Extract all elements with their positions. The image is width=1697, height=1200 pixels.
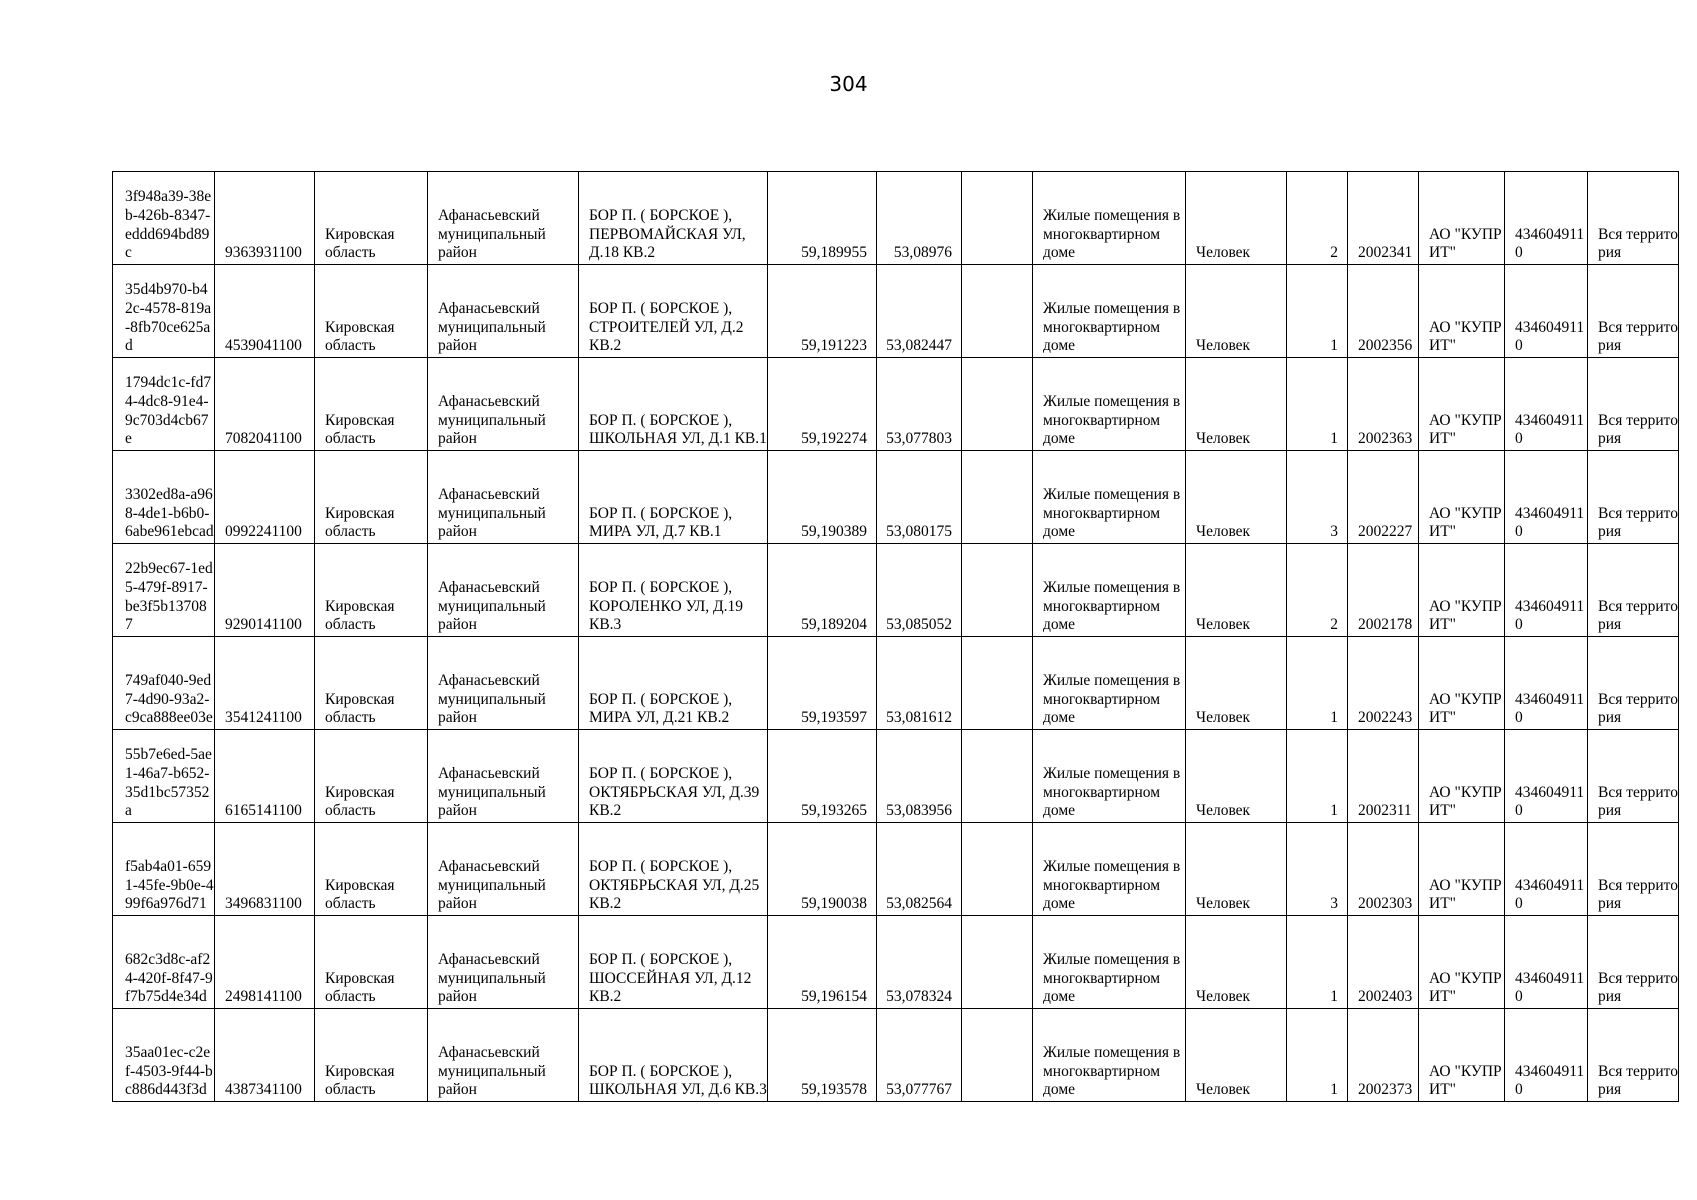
number-cell: 2002227 bbox=[1348, 451, 1419, 544]
count-cell: 2 bbox=[1287, 544, 1348, 637]
record-id-cell: 749af040-9ed7-4d90-93a2-c9ca888ee03e bbox=[113, 637, 215, 730]
record-id-cell: 55b7e6ed-5ae1-46a7-b652-35d1bc57352a bbox=[113, 730, 215, 823]
organization-cell: АО "КУПРИТ" bbox=[1419, 358, 1505, 451]
premises-type-cell: Жилые помещения в многоквартирном доме bbox=[1033, 544, 1186, 637]
territory-cell: Вся территория bbox=[1588, 1009, 1679, 1102]
table-row bbox=[113, 823, 1679, 916]
empty-cell bbox=[962, 637, 1033, 730]
longitude-cell: 53,080175 bbox=[877, 451, 962, 544]
premises-type-cell: Жилые помещения в многоквартирном доме bbox=[1033, 358, 1186, 451]
organization-cell: АО "КУПРИТ" bbox=[1419, 916, 1505, 1009]
longitude-cell: 53,082447 bbox=[877, 265, 962, 358]
inn-cell: 4346049110 bbox=[1505, 265, 1588, 358]
number-cell: 2002341 bbox=[1348, 172, 1419, 265]
code-cell: 3541241100 bbox=[215, 637, 315, 730]
code-cell: 9290141100 bbox=[215, 544, 315, 637]
number-cell: 2002311 bbox=[1348, 730, 1419, 823]
address-cell: БОР П. ( БОРСКОЕ ), ПЕРВОМАЙСКАЯ УЛ, Д.18 КВ.2 bbox=[579, 172, 768, 265]
number-cell: 2002303 bbox=[1348, 823, 1419, 916]
address-cell: БОР П. ( БОРСКОЕ ), ШКОЛЬНАЯ УЛ, Д.1 КВ.1 bbox=[579, 358, 768, 451]
latitude-cell: 59,189204 bbox=[768, 544, 877, 637]
district-cell: Афанасьевский муниципальный район bbox=[428, 265, 579, 358]
address-cell: БОР П. ( БОРСКОЕ ), ОКТЯБРЬСКАЯ УЛ, Д.39 КВ.2 bbox=[579, 730, 768, 823]
empty-cell bbox=[962, 544, 1033, 637]
table-row bbox=[113, 916, 1679, 1009]
count-cell: 1 bbox=[1287, 1009, 1348, 1102]
premises-type-cell: Жилые помещения в многоквартирном доме bbox=[1033, 637, 1186, 730]
record-id-cell: f5ab4a01-6591-45fe-9b0e-499f6a976d71 bbox=[113, 823, 215, 916]
unit-cell: Человек bbox=[1186, 451, 1287, 544]
record-id-cell: 22b9ec67-1ed5-479f-8917-be3f5b137087 bbox=[113, 544, 215, 637]
premises-type-cell: Жилые помещения в многоквартирном доме bbox=[1033, 730, 1186, 823]
latitude-cell: 59,196154 bbox=[768, 916, 877, 1009]
code-cell: 7082041100 bbox=[215, 358, 315, 451]
organization-cell: АО "КУПРИТ" bbox=[1419, 1009, 1505, 1102]
territory-cell: Вся территория bbox=[1588, 451, 1679, 544]
territory-cell: Вся территория bbox=[1588, 265, 1679, 358]
table-row bbox=[113, 358, 1679, 451]
territory-cell: Вся территория bbox=[1588, 637, 1679, 730]
latitude-cell: 59,190038 bbox=[768, 823, 877, 916]
district-cell: Афанасьевский муниципальный район bbox=[428, 544, 579, 637]
empty-cell bbox=[962, 451, 1033, 544]
count-cell: 2 bbox=[1287, 172, 1348, 265]
longitude-cell: 53,083956 bbox=[877, 730, 962, 823]
record-id-cell: 682c3d8c-af24-420f-8f47-9f7b75d4e34d bbox=[113, 916, 215, 1009]
region-cell: Кировская область bbox=[315, 358, 428, 451]
region-cell: Кировская область bbox=[315, 730, 428, 823]
premises-type-cell: Жилые помещения в многоквартирном доме bbox=[1033, 916, 1186, 1009]
longitude-cell: 53,077767 bbox=[877, 1009, 962, 1102]
inn-cell: 4346049110 bbox=[1505, 916, 1588, 1009]
region-cell: Кировская область bbox=[315, 172, 428, 265]
organization-cell: АО "КУПРИТ" bbox=[1419, 172, 1505, 265]
code-cell: 4387341100 bbox=[215, 1009, 315, 1102]
address-cell: БОР П. ( БОРСКОЕ ), СТРОИТЕЛЕЙ УЛ, Д.2 КВ.2 bbox=[579, 265, 768, 358]
code-cell: 6165141100 bbox=[215, 730, 315, 823]
count-cell: 1 bbox=[1287, 358, 1348, 451]
count-cell: 1 bbox=[1287, 637, 1348, 730]
code-cell: 0992241100 bbox=[215, 451, 315, 544]
longitude-cell: 53,085052 bbox=[877, 544, 962, 637]
longitude-cell: 53,081612 bbox=[877, 637, 962, 730]
premises-type-cell: Жилые помещения в многоквартирном доме bbox=[1033, 172, 1186, 265]
address-cell: БОР П. ( БОРСКОЕ ), ШОССЕЙНАЯ УЛ, Д.12 КВ.2 bbox=[579, 916, 768, 1009]
unit-cell: Человек bbox=[1186, 637, 1287, 730]
organization-cell: АО "КУПРИТ" bbox=[1419, 451, 1505, 544]
region-cell: Кировская область bbox=[315, 637, 428, 730]
code-cell: 9363931100 bbox=[215, 172, 315, 265]
empty-cell bbox=[962, 823, 1033, 916]
organization-cell: АО "КУПРИТ" bbox=[1419, 265, 1505, 358]
record-id-cell: 35d4b970-b42c-4578-819a-8fb70ce625ad bbox=[113, 265, 215, 358]
territory-cell: Вся территория bbox=[1588, 730, 1679, 823]
table-row bbox=[113, 451, 1679, 544]
latitude-cell: 59,189955 bbox=[768, 172, 877, 265]
count-cell: 3 bbox=[1287, 451, 1348, 544]
number-cell: 2002178 bbox=[1348, 544, 1419, 637]
premises-type-cell: Жилые помещения в многоквартирном доме bbox=[1033, 1009, 1186, 1102]
registry-table bbox=[112, 171, 1679, 1102]
code-cell: 2498141100 bbox=[215, 916, 315, 1009]
code-cell: 4539041100 bbox=[215, 265, 315, 358]
latitude-cell: 59,193265 bbox=[768, 730, 877, 823]
unit-cell: Человек bbox=[1186, 172, 1287, 265]
organization-cell: АО "КУПРИТ" bbox=[1419, 544, 1505, 637]
unit-cell: Человек bbox=[1186, 265, 1287, 358]
inn-cell: 4346049110 bbox=[1505, 637, 1588, 730]
territory-cell: Вся территория bbox=[1588, 172, 1679, 265]
region-cell: Кировская область bbox=[315, 1009, 428, 1102]
longitude-cell: 53,077803 bbox=[877, 358, 962, 451]
count-cell: 1 bbox=[1287, 730, 1348, 823]
record-id-cell: 3302ed8a-a968-4de1-b6b0-6abe961ebcad bbox=[113, 451, 215, 544]
table-row bbox=[113, 265, 1679, 358]
address-cell: БОР П. ( БОРСКОЕ ), МИРА УЛ, Д.21 КВ.2 bbox=[579, 637, 768, 730]
address-cell: БОР П. ( БОРСКОЕ ), ОКТЯБРЬСКАЯ УЛ, Д.25 КВ.2 bbox=[579, 823, 768, 916]
number-cell: 2002243 bbox=[1348, 637, 1419, 730]
territory-cell: Вся территория bbox=[1588, 544, 1679, 637]
district-cell: Афанасьевский муниципальный район bbox=[428, 730, 579, 823]
count-cell: 1 bbox=[1287, 916, 1348, 1009]
record-id-cell: 3f948a39-38eb-426b-8347-eddd694bd89c bbox=[113, 172, 215, 265]
record-id-cell: 1794dc1c-fd74-4dc8-91e4-9c703d4cb67e bbox=[113, 358, 215, 451]
district-cell: Афанасьевский муниципальный район bbox=[428, 358, 579, 451]
count-cell: 1 bbox=[1287, 265, 1348, 358]
address-cell: БОР П. ( БОРСКОЕ ), КОРОЛЕНКО УЛ, Д.19 КВ.3 bbox=[579, 544, 768, 637]
organization-cell: АО "КУПРИТ" bbox=[1419, 637, 1505, 730]
table-row bbox=[113, 544, 1679, 637]
unit-cell: Человек bbox=[1186, 916, 1287, 1009]
latitude-cell: 59,193597 bbox=[768, 637, 877, 730]
page-number: 304 bbox=[829, 72, 868, 96]
premises-type-cell: Жилые помещения в многоквартирном доме bbox=[1033, 451, 1186, 544]
table-row bbox=[113, 1009, 1679, 1102]
district-cell: Афанасьевский муниципальный район bbox=[428, 823, 579, 916]
unit-cell: Человек bbox=[1186, 1009, 1287, 1102]
longitude-cell: 53,082564 bbox=[877, 823, 962, 916]
inn-cell: 4346049110 bbox=[1505, 451, 1588, 544]
latitude-cell: 59,192274 bbox=[768, 358, 877, 451]
district-cell: Афанасьевский муниципальный район bbox=[428, 1009, 579, 1102]
latitude-cell: 59,190389 bbox=[768, 451, 877, 544]
district-cell: Афанасьевский муниципальный район bbox=[428, 451, 579, 544]
registry-body bbox=[113, 172, 1679, 1102]
number-cell: 2002356 bbox=[1348, 265, 1419, 358]
premises-type-cell: Жилые помещения в многоквартирном доме bbox=[1033, 265, 1186, 358]
territory-cell: Вся территория bbox=[1588, 358, 1679, 451]
address-cell: БОР П. ( БОРСКОЕ ), МИРА УЛ, Д.7 КВ.1 bbox=[579, 451, 768, 544]
unit-cell: Человек bbox=[1186, 358, 1287, 451]
unit-cell: Человек bbox=[1186, 730, 1287, 823]
region-cell: Кировская область bbox=[315, 265, 428, 358]
longitude-cell: 53,08976 bbox=[877, 172, 962, 265]
district-cell: Афанасьевский муниципальный район bbox=[428, 172, 579, 265]
inn-cell: 4346049110 bbox=[1505, 823, 1588, 916]
latitude-cell: 59,191223 bbox=[768, 265, 877, 358]
unit-cell: Человек bbox=[1186, 544, 1287, 637]
empty-cell bbox=[962, 1009, 1033, 1102]
inn-cell: 4346049110 bbox=[1505, 358, 1588, 451]
empty-cell bbox=[962, 730, 1033, 823]
inn-cell: 4346049110 bbox=[1505, 730, 1588, 823]
code-cell: 3496831100 bbox=[215, 823, 315, 916]
organization-cell: АО "КУПРИТ" bbox=[1419, 730, 1505, 823]
inn-cell: 4346049110 bbox=[1505, 172, 1588, 265]
table-row bbox=[113, 730, 1679, 823]
unit-cell: Человек bbox=[1186, 823, 1287, 916]
empty-cell bbox=[962, 916, 1033, 1009]
region-cell: Кировская область bbox=[315, 823, 428, 916]
inn-cell: 4346049110 bbox=[1505, 1009, 1588, 1102]
number-cell: 2002403 bbox=[1348, 916, 1419, 1009]
table-row bbox=[113, 637, 1679, 730]
premises-type-cell: Жилые помещения в многоквартирном доме bbox=[1033, 823, 1186, 916]
empty-cell bbox=[962, 172, 1033, 265]
region-cell: Кировская область bbox=[315, 916, 428, 1009]
longitude-cell: 53,078324 bbox=[877, 916, 962, 1009]
region-cell: Кировская область bbox=[315, 451, 428, 544]
latitude-cell: 59,193578 bbox=[768, 1009, 877, 1102]
address-cell: БОР П. ( БОРСКОЕ ), ШКОЛЬНАЯ УЛ, Д.6 КВ.3 bbox=[579, 1009, 768, 1102]
count-cell: 3 bbox=[1287, 823, 1348, 916]
district-cell: Афанасьевский муниципальный район bbox=[428, 916, 579, 1009]
number-cell: 2002373 bbox=[1348, 1009, 1419, 1102]
territory-cell: Вся территория bbox=[1588, 916, 1679, 1009]
organization-cell: АО "КУПРИТ" bbox=[1419, 823, 1505, 916]
empty-cell bbox=[962, 358, 1033, 451]
number-cell: 2002363 bbox=[1348, 358, 1419, 451]
table-row bbox=[113, 172, 1679, 265]
region-cell: Кировская область bbox=[315, 544, 428, 637]
territory-cell: Вся территория bbox=[1588, 823, 1679, 916]
record-id-cell: 35aa01ec-c2ef-4503-9f44-bc886d443f3d bbox=[113, 1009, 215, 1102]
inn-cell: 4346049110 bbox=[1505, 544, 1588, 637]
district-cell: Афанасьевский муниципальный район bbox=[428, 637, 579, 730]
empty-cell bbox=[962, 265, 1033, 358]
